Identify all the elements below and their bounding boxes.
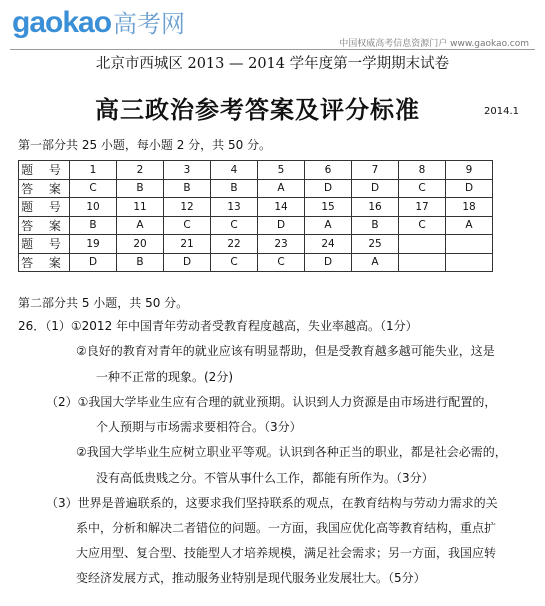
answer-cell: A xyxy=(117,216,164,235)
answer-cell: A xyxy=(352,253,399,272)
question-number-cell: 22 xyxy=(211,235,258,254)
question-number-cell xyxy=(399,235,446,254)
question-number-label: 题 号 xyxy=(19,235,70,254)
q26-2-point1-cont: 个人预期与市场需求要相符合。（3分） xyxy=(96,420,302,434)
answer-cell: D xyxy=(70,253,117,272)
question-number-label: 题 号 xyxy=(19,198,70,217)
logo-latin: gaokao xyxy=(12,6,112,39)
q26-1-point2: ②良好的教育对青年的就业应该有明显帮助，但是受教育越多越可能失业，这是 xyxy=(76,344,495,358)
question-number-cell: 17 xyxy=(399,198,446,217)
answer-cell: B xyxy=(211,179,258,198)
question-number-cell: 23 xyxy=(258,235,305,254)
answer-row xyxy=(19,179,493,198)
answer-cell: D xyxy=(305,179,352,198)
answer-cell: D xyxy=(352,179,399,198)
answer-cell: B xyxy=(70,216,117,235)
site-logo[interactable] xyxy=(12,4,185,40)
answer-row xyxy=(19,253,493,272)
part2-heading: 第二部分共 5 小题，共 50 分。 xyxy=(18,296,189,310)
question-number-cell: 24 xyxy=(305,235,352,254)
question-number-cell: 4 xyxy=(211,161,258,180)
q26-3-line2: 系中，分析和解决二者错位的问题。一方面，我国应优化高等教育结构，重点扩 xyxy=(76,521,497,535)
answer-cell: C xyxy=(211,216,258,235)
q26-2-point1: （2）①我国大学毕业生应有合理的就业预期。认识到人力资源是由市场进行配置的， xyxy=(46,395,497,409)
q26-1-point2-cont: 一种不正常的现象。(2分) xyxy=(96,370,233,384)
answer-label: 答 案 xyxy=(19,179,70,198)
question-number-cell: 5 xyxy=(258,161,305,180)
answer-cell: D xyxy=(164,253,211,272)
answer-cell: B xyxy=(117,253,164,272)
q26-1-point1: 26．（1）①2012 年中国青年劳动者受教育程度越高，失业率越高。（1分） xyxy=(18,319,418,333)
answer-cell: C xyxy=(258,253,305,272)
question-number-cell: 6 xyxy=(305,161,352,180)
question-number-cell: 7 xyxy=(352,161,399,180)
answer-cell: D xyxy=(446,179,493,198)
question-number-cell: 18 xyxy=(446,198,493,217)
question-number-cell: 3 xyxy=(164,161,211,180)
question-number-cell: 15 xyxy=(305,198,352,217)
answer-cell: D xyxy=(305,253,352,272)
q26-2-point2-cont: 没有高低贵贱之分。不管从事什么工作，都能有所作为。（3分） xyxy=(96,471,434,485)
question-number-cell: 10 xyxy=(70,198,117,217)
answer-cell: D xyxy=(258,216,305,235)
question-number-row xyxy=(19,235,493,254)
page-title: 高三政治参考答案及评分标准 xyxy=(95,96,420,124)
part1-heading: 第一部分共 25 小题，每小题 2 分，共 50 分。 xyxy=(18,138,272,152)
q26-3-line4: 变经济发展方式，推动服务业特别是现代服务业发展壮大。（5分） xyxy=(76,571,426,585)
question-number-cell: 19 xyxy=(70,235,117,254)
answer-table xyxy=(18,160,493,272)
exam-subtitle: 北京市西城区 2013 — 2014 学年度第一学期期末试卷 xyxy=(95,56,450,72)
answer-cell: A xyxy=(446,216,493,235)
question-number-cell: 12 xyxy=(164,198,211,217)
answer-row xyxy=(19,216,493,235)
question-number-cell: 25 xyxy=(352,235,399,254)
question-number-cell: 8 xyxy=(399,161,446,180)
answer-cell: B xyxy=(352,216,399,235)
question-number-cell: 2 xyxy=(117,161,164,180)
answer-cell: B xyxy=(117,179,164,198)
question-number-row xyxy=(19,161,493,180)
question-number-cell: 13 xyxy=(211,198,258,217)
answer-cell: A xyxy=(305,216,352,235)
answer-cell: C xyxy=(399,179,446,198)
answer-cell: C xyxy=(70,179,117,198)
question-number-cell xyxy=(446,235,493,254)
q26-2-point2: ②我国大学毕业生应树立职业平等观。认识到各种正当的职业，都是社会必需的， xyxy=(76,445,507,459)
answer-cell xyxy=(446,253,493,272)
answer-cell: A xyxy=(258,179,305,198)
question-number-row xyxy=(19,198,493,217)
logo-chinese: 高考网 xyxy=(113,11,186,38)
question-number-cell: 21 xyxy=(164,235,211,254)
question-number-cell: 11 xyxy=(117,198,164,217)
answer-label: 答 案 xyxy=(19,253,70,272)
answer-cell: B xyxy=(164,179,211,198)
question-number-cell: 14 xyxy=(258,198,305,217)
question-number-cell: 1 xyxy=(70,161,117,180)
portal-tagline: 中国权威高考信息资源门户 www.gaokao.com xyxy=(339,39,529,49)
answer-cell: C xyxy=(399,216,446,235)
answer-cell: C xyxy=(211,253,258,272)
question-number-cell: 16 xyxy=(352,198,399,217)
question-number-cell: 9 xyxy=(446,161,493,180)
question-number-cell: 20 xyxy=(117,235,164,254)
header-divider xyxy=(10,49,535,50)
q26-3-line3: 大应用型、复合型、技能型人才培养规模，满足社会需求；另一方面，我国应转 xyxy=(76,546,497,560)
answer-label: 答 案 xyxy=(19,216,70,235)
question-number-label: 题 号 xyxy=(19,161,70,180)
answer-cell xyxy=(399,253,446,272)
q26-3-line1: （3）世界是普遍联系的，这要求我们坚持联系的观点，在教育结构与劳动力需求的关 xyxy=(46,496,498,510)
answer-cell: C xyxy=(164,216,211,235)
doc-date: 2014.1 xyxy=(484,106,519,117)
